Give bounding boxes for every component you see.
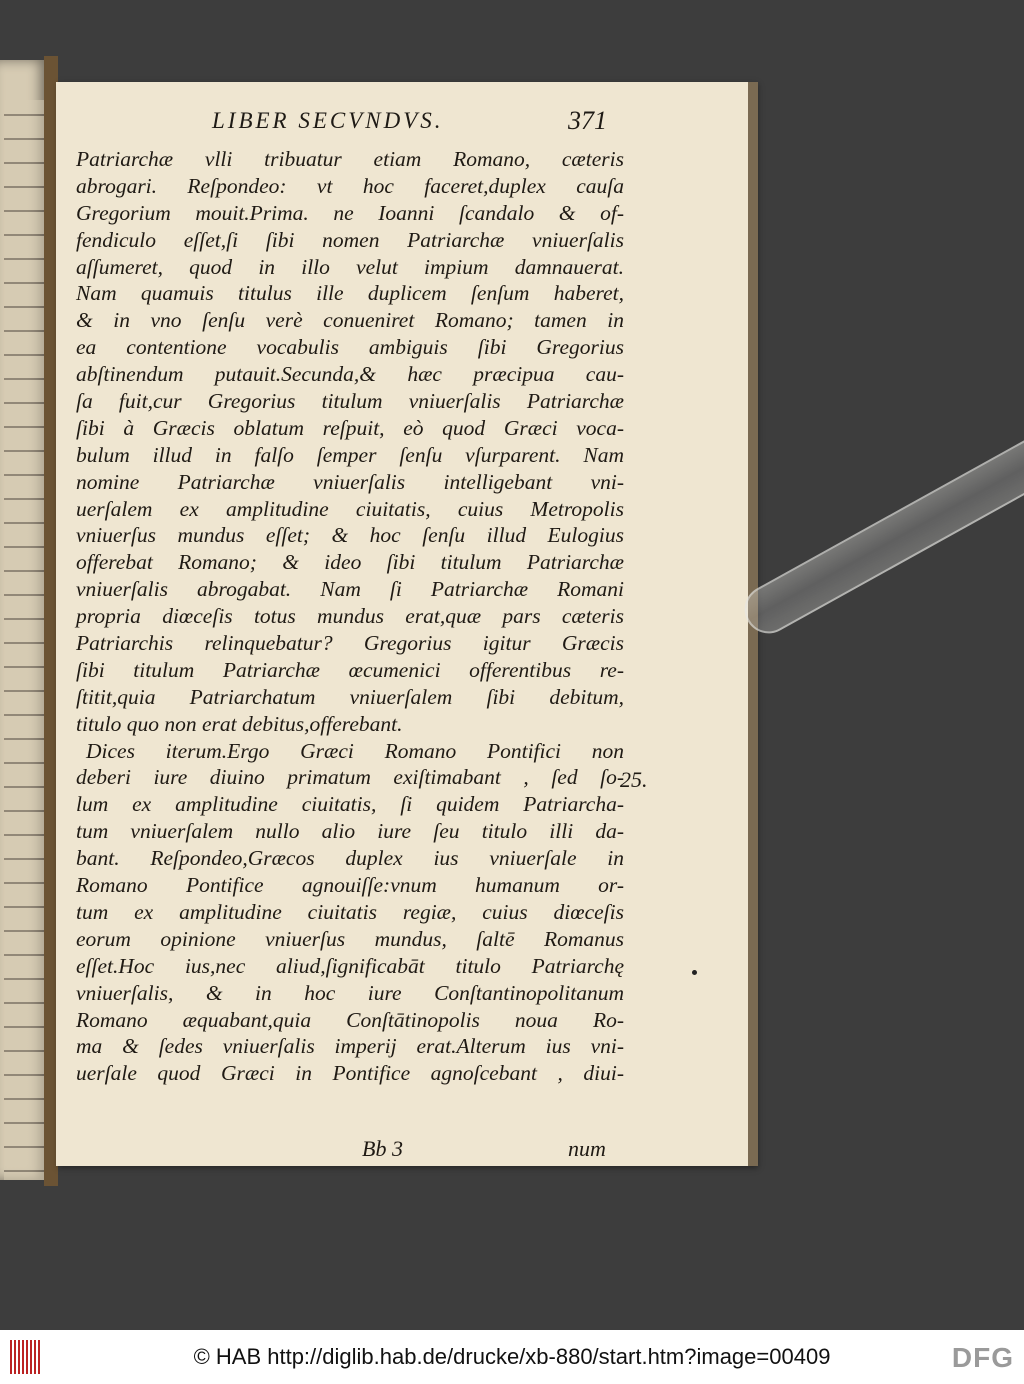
text-line: eorum opinione vniuerſus mundus, ſaltē Romanus <box>76 926 624 951</box>
text-line: Patriarchis relinquebatur? Gregorius igitur Græcis <box>76 631 624 656</box>
catchword: num <box>568 1136 606 1161</box>
text-line: Romano Pontifice agnouiſſe:vnum humanum or- <box>76 873 624 898</box>
text-line: vniuerſalis, & in hoc iure Conſtantinopolitanum <box>76 980 624 1005</box>
text-line: fendiculo eſſet,ſi ſibi nomen Patriarchæ vniuerſalis <box>76 227 624 252</box>
page-number: 371 <box>568 106 607 135</box>
text-line: Nam quamuis titulus ille duplicem ſenſum haberet, <box>76 281 624 306</box>
text-line: Gregorium mouit.Prima. ne Ioanni ſcandalo & of- <box>76 200 624 225</box>
text-line: Dices iterum.Ergo Græci Romano Pontifici non <box>86 738 624 763</box>
text-line: Patriarchæ vlli tribuatur etiam Romano, cæteris <box>76 147 624 171</box>
text-line: ſa fuit,cur Gregorius titulum vniuerſalis Patriarchæ <box>76 389 624 414</box>
text-line: ſtitit,quia Patriarchatum vniuerſalem ſibi debitum, <box>76 684 624 709</box>
text-line: offerebat Romano; & ideo ſibi titulum Patriarchæ <box>76 550 624 575</box>
footer-bar <box>0 1330 1024 1384</box>
facing-page-edge <box>0 60 48 1180</box>
marginal-number: 25. <box>620 767 648 792</box>
text-line: titulo quo non erat debitus,offerebant. <box>76 711 403 736</box>
text-line: eſſet.Hoc ius,nec aliud,ſignificabāt titulo Patriarchę <box>76 953 624 978</box>
ink-speck <box>692 970 697 975</box>
text-line: abſtinendum putauit.Secunda,& hæc præcipua cau- <box>76 362 624 387</box>
text-line: ſibi titulum Patriarchæ œcumenici offerentibus re- <box>76 657 624 682</box>
text-line: vniuerſalis abrogabat. Nam ſi Patriarchæ Romani <box>76 577 624 602</box>
text-line: nomine Patriarchæ vniuerſalis intelligebant vni- <box>76 469 624 494</box>
text-line: vniuerſus mundus eſſet; & hoc ſenſu illud Eulogius <box>76 523 624 548</box>
signature-mark: Bb 3 <box>362 1136 403 1161</box>
running-head: LIBER SECVNDVS. <box>212 108 444 133</box>
text-line: Romano æquabant,quia Conſtātinopolis noua Ro- <box>76 1007 624 1032</box>
text-line: propria diœceſis totus mundus erat,quæ pars cæteris <box>76 604 624 629</box>
body-text <box>76 146 624 1087</box>
text-line: ma & ſedes vniuerſalis imperij erat.Alterum ius vni- <box>76 1034 624 1059</box>
text-line: & in vno ſenſu verè conueniret Romano; tamen in <box>76 308 624 333</box>
text-line: bant. Reſpondeo,Græcos duplex ius vniuerſale in <box>76 846 624 871</box>
text-line: lum ex amplitudine ciuitatis, ſi quidem Patriarcha- <box>76 792 624 817</box>
text-line: bulum illud in falſo ſemper ſenſu vſurparent. Nam <box>76 442 624 467</box>
dfg-logo: DFG <box>951 1342 1014 1373</box>
text-line: deberi iure diuino primatum exiſtimabant , ſed ſo- <box>76 765 624 790</box>
text-line: uerſalem ex amplitudine ciuitatis, cuius Metropolis <box>76 496 624 521</box>
text-line: tum ex amplitudine ciuitatis regiæ, cuius diœceſis <box>76 899 624 924</box>
facing-page-text-fragment <box>4 100 44 1180</box>
text-line: aſſumeret, quod in illo velut impium damnauerat. <box>76 254 624 279</box>
text-line: ea contentione vocabulis ambiguis ſibi Gregorius <box>76 335 624 360</box>
text-line: tum vniuerſalem nullo alio iure ſeu titulo illi da- <box>76 819 624 844</box>
text-line: ſibi à Græcis oblatum reſpuit, eò quod Græci voca- <box>76 415 624 440</box>
text-line: uerſale quod Græci in Pontifice agnoſcebant , diui- <box>76 1061 624 1086</box>
text-line: abrogari. Reſpondeo: vt hoc faceret,duplex cauſa <box>76 173 624 198</box>
footer-credit[interactable]: © HAB http://diglib.hab.de/drucke/xb-880/start.htm?image=00409 <box>193 1344 831 1369</box>
